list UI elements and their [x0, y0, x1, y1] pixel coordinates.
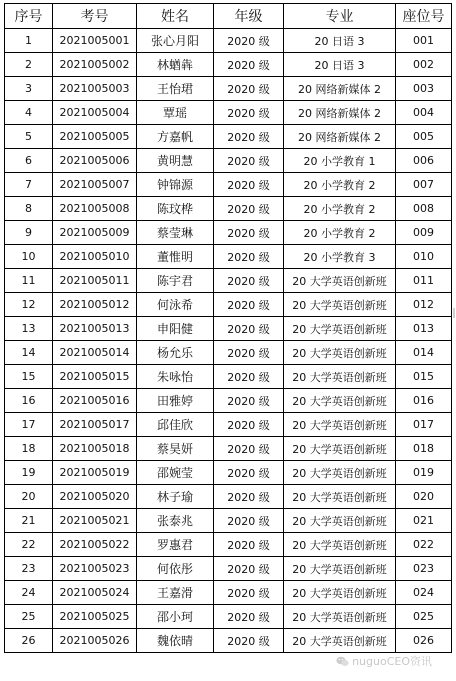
cell-major: 20 日语 3 [284, 29, 396, 53]
cell-name: 钟锦源 [137, 173, 214, 197]
cell-seat: 025 [396, 605, 452, 629]
cell-grade: 2020 级 [214, 557, 284, 581]
cell-seat: 004 [396, 101, 452, 125]
cell-major: 20 大学英语创新班 [284, 269, 396, 293]
cell-exam-id: 2021005005 [53, 125, 137, 149]
cell-major: 20 小学教育 2 [284, 197, 396, 221]
cell-name: 陈宇君 [137, 269, 214, 293]
cell-exam-id: 2021005004 [53, 101, 137, 125]
cell-no: 15 [5, 365, 53, 389]
cell-exam-id: 2021005002 [53, 53, 137, 77]
cell-no: 23 [5, 557, 53, 581]
cell-name: 罗惠君 [137, 533, 214, 557]
table-row [5, 77, 452, 101]
cell-seat: 020 [396, 485, 452, 509]
cell-no: 12 [5, 293, 53, 317]
cell-exam-id: 2021005001 [53, 29, 137, 53]
cell-name: 邵婉莹 [137, 461, 214, 485]
cell-no: 16 [5, 389, 53, 413]
cell-no: 9 [5, 221, 53, 245]
cell-seat: 016 [396, 389, 452, 413]
cell-exam-id: 2021005022 [53, 533, 137, 557]
cell-exam-id: 2021005026 [53, 629, 137, 653]
table-row [5, 197, 452, 221]
cell-exam-id: 2021005024 [53, 581, 137, 605]
cell-exam-id: 2021005015 [53, 365, 137, 389]
cell-exam-id: 2021005013 [53, 317, 137, 341]
header-grade: 年级 [214, 4, 284, 29]
cell-grade: 2020 级 [214, 29, 284, 53]
cell-grade: 2020 级 [214, 605, 284, 629]
cell-seat: 002 [396, 53, 452, 77]
header-no: 序号 [5, 4, 53, 29]
cell-no: 25 [5, 605, 53, 629]
cell-no: 14 [5, 341, 53, 365]
cell-name: 方嘉帆 [137, 125, 214, 149]
cell-name: 王嘉滑 [137, 581, 214, 605]
cell-seat: 019 [396, 461, 452, 485]
cell-name: 张泰兆 [137, 509, 214, 533]
cell-grade: 2020 级 [214, 341, 284, 365]
cell-major: 20 网络新媒体 2 [284, 77, 396, 101]
cell-major: 20 小学教育 3 [284, 245, 396, 269]
cell-seat: 008 [396, 197, 452, 221]
cell-major: 20 大学英语创新班 [284, 461, 396, 485]
cell-seat: 024 [396, 581, 452, 605]
cell-major: 20 大学英语创新班 [284, 629, 396, 653]
cell-name: 朱咏怡 [137, 365, 214, 389]
cell-no: 1 [5, 29, 53, 53]
cell-exam-id: 2021005016 [53, 389, 137, 413]
cell-no: 7 [5, 173, 53, 197]
cell-major: 20 网络新媒体 2 [284, 101, 396, 125]
cell-major: 20 大学英语创新班 [284, 437, 396, 461]
cell-exam-id: 2021005012 [53, 293, 137, 317]
cell-exam-id: 2021005017 [53, 413, 137, 437]
cell-major: 20 大学英语创新班 [284, 509, 396, 533]
cell-grade: 2020 级 [214, 365, 284, 389]
cell-grade: 2020 级 [214, 245, 284, 269]
table-row [5, 509, 452, 533]
table-row [5, 629, 452, 653]
cell-no: 11 [5, 269, 53, 293]
cell-major: 20 大学英语创新班 [284, 293, 396, 317]
cell-no: 19 [5, 461, 53, 485]
cell-no: 6 [5, 149, 53, 173]
watermark [336, 653, 432, 669]
cell-grade: 2020 级 [214, 221, 284, 245]
cell-exam-id: 2021005019 [53, 461, 137, 485]
cell-seat: 012 [396, 293, 452, 317]
cell-name: 何泳希 [137, 293, 214, 317]
cell-grade: 2020 级 [214, 149, 284, 173]
cell-major: 20 网络新媒体 2 [284, 125, 396, 149]
cell-major: 20 大学英语创新班 [284, 341, 396, 365]
cell-grade: 2020 级 [214, 125, 284, 149]
cell-name: 董惟明 [137, 245, 214, 269]
cell-major: 20 小学教育 2 [284, 221, 396, 245]
cell-grade: 2020 级 [214, 629, 284, 653]
cell-major: 20 大学英语创新班 [284, 413, 396, 437]
header-major: 专业 [284, 4, 396, 29]
cell-major: 20 大学英语创新班 [284, 365, 396, 389]
table-row [5, 173, 452, 197]
table-row [5, 53, 452, 77]
table-row [5, 413, 452, 437]
table-row [5, 605, 452, 629]
cell-seat: 005 [396, 125, 452, 149]
cell-name: 王怡珺 [137, 77, 214, 101]
cell-seat: 013 [396, 317, 452, 341]
cell-grade: 2020 级 [214, 269, 284, 293]
cell-seat: 014 [396, 341, 452, 365]
table-row [5, 245, 452, 269]
edge-marker [453, 308, 455, 318]
cell-no: 10 [5, 245, 53, 269]
cell-major: 20 大学英语创新班 [284, 557, 396, 581]
table-row [5, 557, 452, 581]
cell-seat: 021 [396, 509, 452, 533]
table-row [5, 317, 452, 341]
cell-exam-id: 2021005007 [53, 173, 137, 197]
cell-seat: 007 [396, 173, 452, 197]
cell-seat: 022 [396, 533, 452, 557]
cell-name: 陈玟桦 [137, 197, 214, 221]
cell-no: 24 [5, 581, 53, 605]
table-row [5, 269, 452, 293]
cell-grade: 2020 级 [214, 293, 284, 317]
cell-exam-id: 2021005008 [53, 197, 137, 221]
cell-exam-id: 2021005010 [53, 245, 137, 269]
table-header [5, 4, 452, 29]
cell-major: 20 大学英语创新班 [284, 485, 396, 509]
cell-no: 4 [5, 101, 53, 125]
table-row [5, 581, 452, 605]
cell-no: 13 [5, 317, 53, 341]
cell-major: 20 大学英语创新班 [284, 317, 396, 341]
cell-exam-id: 2021005014 [53, 341, 137, 365]
cell-exam-id: 2021005020 [53, 485, 137, 509]
cell-name: 林子瑜 [137, 485, 214, 509]
cell-seat: 003 [396, 77, 452, 101]
table-row [5, 437, 452, 461]
cell-exam-id: 2021005023 [53, 557, 137, 581]
table-row [5, 125, 452, 149]
cell-exam-id: 2021005011 [53, 269, 137, 293]
header-seat: 座位号 [396, 4, 452, 29]
cell-no: 22 [5, 533, 53, 557]
cell-name: 林蝤犇 [137, 53, 214, 77]
table-row [5, 293, 452, 317]
cell-no: 17 [5, 413, 53, 437]
table-row [5, 221, 452, 245]
cell-seat: 017 [396, 413, 452, 437]
cell-grade: 2020 级 [214, 77, 284, 101]
cell-major: 20 大学英语创新班 [284, 389, 396, 413]
cell-seat: 018 [396, 437, 452, 461]
header-row [5, 4, 452, 29]
cell-grade: 2020 级 [214, 197, 284, 221]
table-row [5, 461, 452, 485]
cell-grade: 2020 级 [214, 101, 284, 125]
cell-grade: 2020 级 [214, 509, 284, 533]
cell-major: 20 大学英语创新班 [284, 533, 396, 557]
cell-name: 覃瑶 [137, 101, 214, 125]
cell-seat: 010 [396, 245, 452, 269]
cell-grade: 2020 级 [214, 461, 284, 485]
table-row [5, 365, 452, 389]
cell-major: 20 日语 3 [284, 53, 396, 77]
cell-exam-id: 2021005009 [53, 221, 137, 245]
cell-no: 26 [5, 629, 53, 653]
cell-name: 何依彤 [137, 557, 214, 581]
cell-exam-id: 2021005021 [53, 509, 137, 533]
cell-exam-id: 2021005018 [53, 437, 137, 461]
seating-table [4, 3, 452, 653]
table-row [5, 533, 452, 557]
cell-name: 邱佳欣 [137, 413, 214, 437]
cell-major: 20 小学教育 2 [284, 173, 396, 197]
cell-exam-id: 2021005025 [53, 605, 137, 629]
wechat-logo-icon [336, 656, 349, 667]
cell-name: 张心月阳 [137, 29, 214, 53]
cell-name: 邵小珂 [137, 605, 214, 629]
header-name: 姓名 [137, 4, 214, 29]
cell-name: 黄明慧 [137, 149, 214, 173]
watermark-text: nuguoCEO资讯 [352, 655, 432, 668]
cell-name: 魏依晴 [137, 629, 214, 653]
cell-grade: 2020 级 [214, 53, 284, 77]
cell-no: 2 [5, 53, 53, 77]
table-row [5, 29, 452, 53]
cell-name: 蔡莹琳 [137, 221, 214, 245]
header-exam-id: 考号 [53, 4, 137, 29]
cell-no: 21 [5, 509, 53, 533]
cell-grade: 2020 级 [214, 389, 284, 413]
cell-grade: 2020 级 [214, 317, 284, 341]
cell-name: 申阳健 [137, 317, 214, 341]
cell-major: 20 大学英语创新班 [284, 605, 396, 629]
cell-seat: 026 [396, 629, 452, 653]
table-row [5, 341, 452, 365]
cell-grade: 2020 级 [214, 437, 284, 461]
cell-no: 8 [5, 197, 53, 221]
cell-seat: 011 [396, 269, 452, 293]
table-row [5, 389, 452, 413]
cell-name: 田雅婷 [137, 389, 214, 413]
table-row [5, 101, 452, 125]
cell-name: 杨允乐 [137, 341, 214, 365]
table-body [5, 29, 452, 653]
cell-no: 20 [5, 485, 53, 509]
cell-no: 3 [5, 77, 53, 101]
cell-no: 5 [5, 125, 53, 149]
cell-grade: 2020 级 [214, 485, 284, 509]
cell-name: 蔡昊妍 [137, 437, 214, 461]
cell-grade: 2020 级 [214, 173, 284, 197]
cell-grade: 2020 级 [214, 581, 284, 605]
cell-major: 20 大学英语创新班 [284, 581, 396, 605]
cell-seat: 001 [396, 29, 452, 53]
table-row [5, 485, 452, 509]
cell-exam-id: 2021005006 [53, 149, 137, 173]
cell-exam-id: 2021005003 [53, 77, 137, 101]
cell-grade: 2020 级 [214, 413, 284, 437]
table-row [5, 149, 452, 173]
cell-seat: 006 [396, 149, 452, 173]
cell-seat: 015 [396, 365, 452, 389]
cell-seat: 009 [396, 221, 452, 245]
cell-major: 20 小学教育 1 [284, 149, 396, 173]
cell-grade: 2020 级 [214, 533, 284, 557]
cell-seat: 023 [396, 557, 452, 581]
cell-no: 18 [5, 437, 53, 461]
